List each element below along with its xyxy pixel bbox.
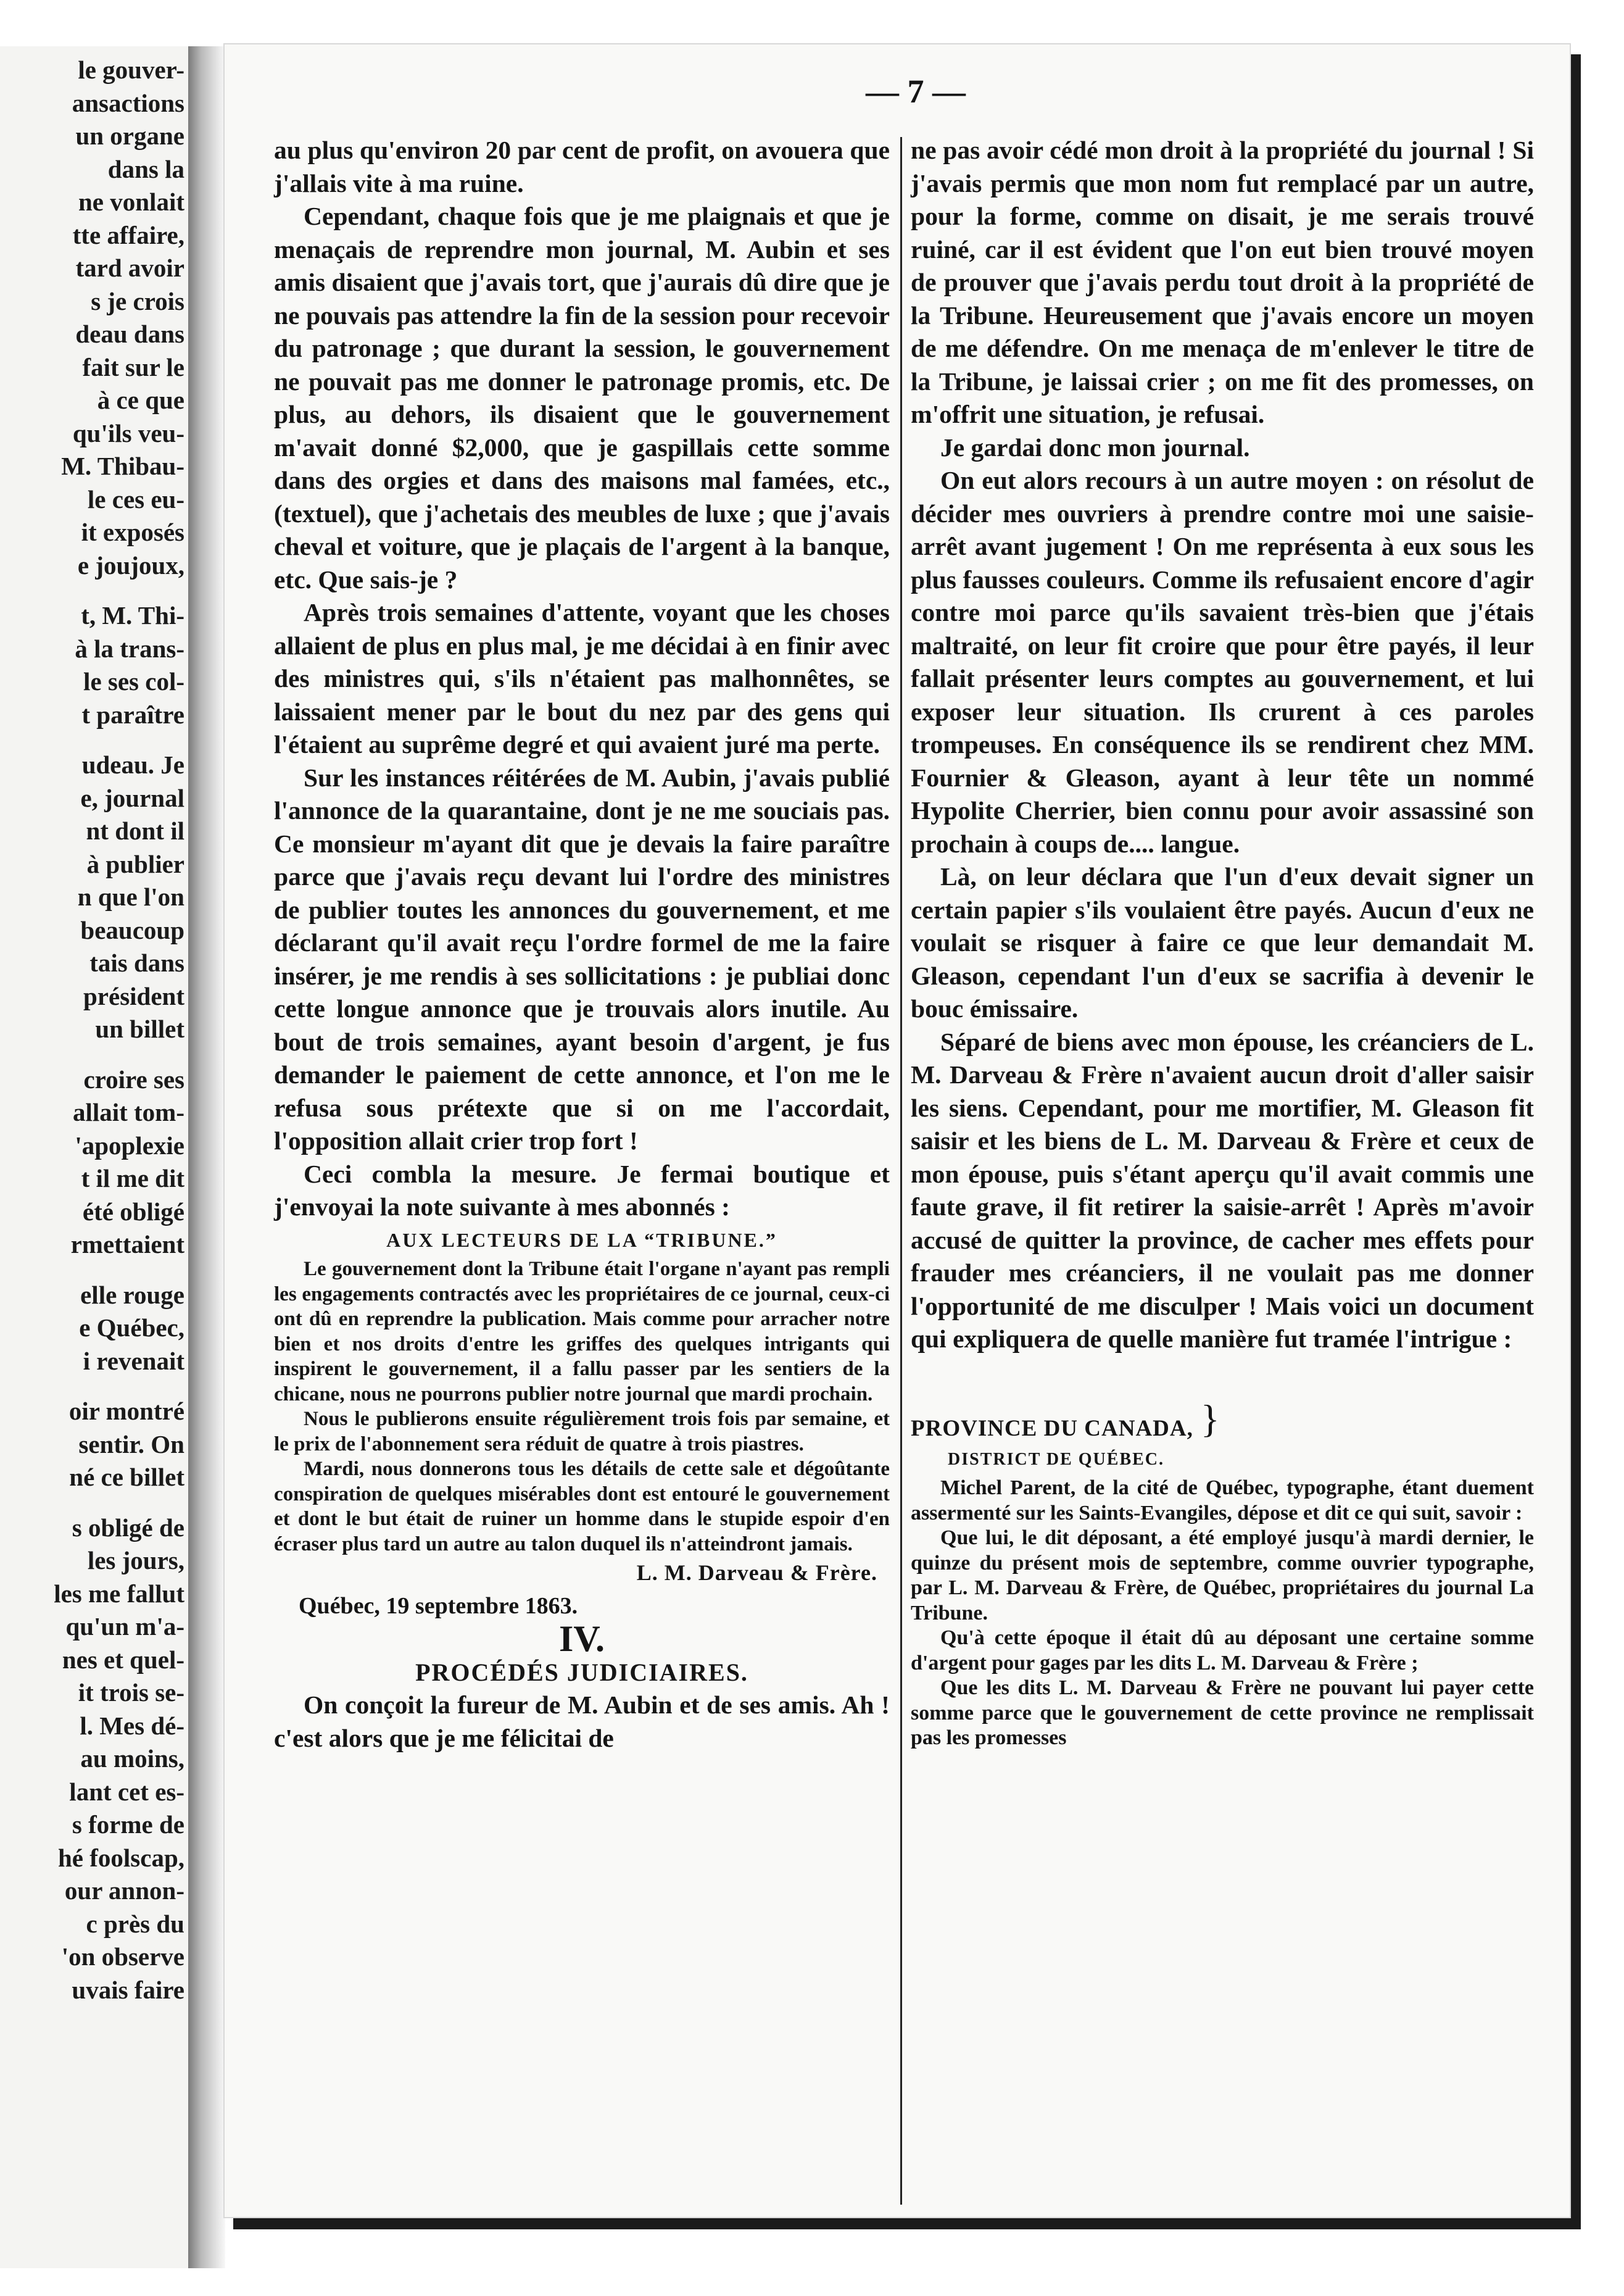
facing-page-line: s je crois xyxy=(91,286,184,315)
paragraph: Après trois semaines d'attente, voyant que les choses allaient de plus en plus mal, je me décidai à en finir avec des ministres qui, s'ils n'étaient pas malhonnêtes, se laissaient mener par le bout du nez par des gens qui l'étaient au suprême degré et qui avaient juré ma perte. xyxy=(274,598,890,759)
facing-page-fragment xyxy=(0,46,190,2268)
facing-page-line: les jours, xyxy=(87,1546,184,1574)
facing-page-line: it exposés xyxy=(81,518,184,546)
affidavit-district: DISTRICT DE QUÉBEC. xyxy=(948,1449,1165,1469)
facing-page-line: lant cet es- xyxy=(69,1777,184,1806)
facing-page-line: à publier xyxy=(86,849,184,878)
page xyxy=(223,43,1571,2218)
facing-page-line: le ces eu- xyxy=(87,485,184,514)
facing-page-line: ansactions xyxy=(72,88,184,117)
facing-page-line: le ses col- xyxy=(83,667,184,696)
facing-page-line: our annon- xyxy=(64,1876,184,1905)
section-title: PROCÉDÉS JUDICIAIRES. xyxy=(415,1658,748,1686)
paragraph: au plus qu'environ 20 par cent de profit, on avouera que j'allais vite à ma ruine. xyxy=(274,136,890,198)
paragraph: Je gardai donc mon journal. xyxy=(940,433,1250,462)
facing-page-line: à ce que xyxy=(97,386,184,414)
facing-page-line: un organe xyxy=(75,122,184,150)
notice-paragraph: Mardi, nous donnerons tous les détails de cette sale et dégoûtante conspiration de quelques misérables dont est entouré le gouvernement et dont le but était de ruiner un homme dans le stupide espoir d'en écraser plus tard un autre au talon duquel ils n'atteindront jamais. xyxy=(274,1458,890,1555)
facing-page-line: qu'ils veu- xyxy=(72,418,184,447)
facing-page-line: e, journal xyxy=(80,783,184,812)
facing-page-line: t il me dit xyxy=(81,1164,184,1192)
paragraph: On eut alors recours à un autre moyen : on résolut de décider mes ouvriers à prendre contre moi une saisie-arrêt avant jugement ! On me représenta à eux sous les plus fausses couleurs. Comme ils refusaient encore d'agir contre moi parce qu'ils savaient très-bien que j'étais maltraité, on leur fit croire que pour être payés, il leur fallait présenter leurs comptes au gouvernement, et lui exposer leur situation. Ils crurent à ces paroles trompeuses. En conséquence ils se rendirent chez MM. Fournier & Gleason, ayant à leur tête un nommé Hypolite Cherrier, bien connu pour avoir assassiné son prochain à coups de.... langue. xyxy=(911,466,1534,858)
facing-page-line: allait tom- xyxy=(72,1098,184,1126)
facing-page-line: 'apoplexie xyxy=(75,1131,184,1160)
facing-page-line: hé foolscap, xyxy=(58,1843,184,1872)
facing-page-line: au moins, xyxy=(80,1744,184,1773)
affidavit-paragraph: Michel Parent, de la cité de Québec, typographe, étant duement assermenté sur les Saints-Evangiles, dépose et dit ce qui suit, savoir : xyxy=(911,1476,1534,1524)
affidavit-paragraph: Qu'à cette époque il était dû au déposant une certaine somme d'argent pour gages par les dits L. M. Darveau & Frère ; xyxy=(911,1626,1534,1674)
facing-page-line: un billet xyxy=(95,1015,184,1043)
facing-page-line: e joujoux, xyxy=(77,551,184,580)
facing-page-line: 'on observe xyxy=(61,1942,184,1971)
book-gutter xyxy=(188,46,225,2268)
facing-page-line: tte affaire, xyxy=(72,220,184,249)
facing-page-line: s forme de xyxy=(72,1810,184,1839)
affidavit-paragraph: Que lui, le dit déposant, a été employé jusqu'à mardi dernier, le quinze du présent mois de septembre, comme ouvrier typographe, par L. M. Darveau & Frère, de Québec, propriétaires du journal La Tribune. xyxy=(911,1526,1534,1624)
section-number: IV. xyxy=(559,1618,605,1659)
facing-page-line: à la trans- xyxy=(75,634,184,663)
paragraph: Séparé de biens avec mon épouse, les créanciers de L. M. Darveau & Frère n'avaient aucun droit d'aller saisir les siens. Cependant, pour me mortifier, M. Gleason fit saisir et les biens de L. M. Darveau & Frère et ceux de mon épouse, puis s'étant aperçu qu'il avait commis une faute grave, il fit retirer la saisie-arrêt ! Après m'avoir accusé de quitter la province, de cacher mes effets pour frauder mes créanciers, il ne voulait pas me donner l'opportunité de me disculper ! Mais voici un document qui expliquera de quelle manière fut tramée l'intrigue : xyxy=(911,1027,1534,1353)
facing-page-line: deau dans xyxy=(75,320,184,348)
facing-page-line: nes et quel- xyxy=(62,1645,184,1674)
facing-page-line: été obligé xyxy=(82,1197,184,1226)
facing-page-line: c près du xyxy=(86,1909,184,1938)
paragraph: Sur les instances réitérées de M. Aubin, j'avais publié l'annonce de la quarantaine, dont je ne me souciais pas. Ce monsieur m'ayant dit que je devais la faire paraître parce que j'avais reçu devant lui l'ordre des ministres de publier toutes les annonces du gouvernement, et me déclarant qu'il avait reçu l'ordre formel de me la faire insérer, je me rendis à ses sollicitations : je publiai donc cette longue annonce que je trouvais alors inutile. Au bout de trois semaines, ayant besoin d'argent, je fus demander le paiement de cette annonce, et l'on me le refusa sous prétexte que si on me l'accordait, l'opposition allait crier trop fort ! xyxy=(274,763,890,1155)
facing-page-line: uvais faire xyxy=(72,1975,184,2004)
paragraph: Là, on leur déclara que l'un d'eux devait signer un certain papier s'ils voulaient être payés. Aucun d'eux ne voulait se risquer à faire ce que leur demandait M. Gleason, cependant l'un d'eux se sacrifia à devenir le bouc émissaire. xyxy=(911,862,1534,1023)
facing-page-line: qu'un m'a- xyxy=(65,1612,184,1641)
facing-page-line: it trois se- xyxy=(78,1678,184,1707)
facing-page-line: M. Thibau- xyxy=(61,452,184,480)
facing-page-line: l. Mes dé- xyxy=(80,1711,184,1740)
facing-page-line: croire ses xyxy=(83,1065,184,1094)
facing-page-line: n que l'on xyxy=(77,883,184,911)
facing-page-line: t, M. Thi- xyxy=(81,601,184,630)
facing-page-line: rmettaient xyxy=(70,1230,184,1258)
affidavit-province: PROVINCE DU CANADA, xyxy=(911,1415,1193,1441)
notice-paragraph: Nous le publierons ensuite régulièrement trois fois par semaine, et le prix de l'abonnement sera réduit de quatre à trois piastres. xyxy=(274,1408,890,1455)
facing-page-line: i revenait xyxy=(83,1346,184,1375)
paragraph: Ceci combla la mesure. Je fermai boutique et j'envoyai la note suivante à mes abonnés : xyxy=(274,1159,890,1221)
facing-page-line: le gouver- xyxy=(78,56,184,84)
facing-page-line: e Québec, xyxy=(79,1313,184,1342)
facing-page-line: sentir. On xyxy=(78,1429,184,1458)
facing-page-line: nt dont il xyxy=(86,817,184,845)
paragraph: On conçoit la fureur de M. Aubin et de ses amis. Ah ! c'est alors que je me félicitai de xyxy=(274,1691,890,1752)
page-number: — 7 — xyxy=(866,73,966,110)
facing-page-line: fait sur le xyxy=(82,352,184,381)
facing-page-line: dans la xyxy=(107,154,184,183)
facing-page-line: oir montré xyxy=(68,1397,184,1425)
paragraph: Cependant, chaque fois que je me plaignais et que je menaçais de reprendre mon journal, M. Aubin et ses amis disaient que j'avais tort, que j'aurais dû dire que je ne pouvais pas attendre la fin de la session pour recevoir du patronage ; que durant la session, le gouvernement ne pouvait pas me donner le patronage promis, etc. De plus, au dehors, ils disaient que le gouvernement m'avait donné $2,000, que je gaspillais cette somme dans des orgies et dans des maisons mal famées, etc., (textuel), que j'achetais des meubles de luxe ; que j'avais cheval et voiture, que je plaçais de l'argent à la banque, etc. Que sais-je ? xyxy=(274,202,890,594)
facing-page-line: président xyxy=(83,981,184,1010)
right-column xyxy=(911,134,1534,1751)
facing-page-line: ne vonlait xyxy=(78,188,184,216)
facing-page-line: tard avoir xyxy=(75,254,184,282)
facing-page-line: udeau. Je xyxy=(81,751,184,779)
notice-dateline: Québec, 19 septembre 1863. xyxy=(299,1592,578,1619)
facing-page-line: elle rouge xyxy=(80,1280,184,1309)
column-rule xyxy=(900,137,902,2205)
facing-page-line: s obligé de xyxy=(72,1513,184,1542)
scan-margin xyxy=(1581,0,1624,2296)
affidavit-heading xyxy=(911,1396,1534,1443)
notice-heading: AUX LECTEURS DE LA “TRIBUNE.” xyxy=(386,1228,777,1251)
affidavit-paragraph: Que les dits L. M. Darveau & Frère ne pouvant lui payer cette somme parce que le gouvernement de cette province ne remplissait pas les promesses xyxy=(911,1676,1534,1749)
facing-page-line: beaucoup xyxy=(80,915,184,944)
left-column xyxy=(274,134,890,1755)
notice-paragraph: Le gouvernement dont la Tribune était l'organe n'ayant pas rempli les engagements contractés avec les propriétaires de ce journal, ceux-ci ont dû en reprendre la publication. Mais comme pour arracher notre bien et nos droits d'entre les griffes des quelques intrigants qui inspirent le gouvernement, il a fallu passer par les sentiers de la chicane, nous ne pourrons publier notre journal que mardi prochain. xyxy=(274,1258,890,1405)
facing-page-line: t paraître xyxy=(81,700,184,729)
paragraph: ne pas avoir cédé mon droit à la propriété du journal ! Si j'avais permis que mon nom fut remplacé par un autre, pour la forme, comme on disait, je me serais trouvé ruiné, car il est évident que l'on eut bien trouvé moyen de prouver que j'avais perdu tout droit à la propriété de la Tribune. Heureusement que j'avais encore un moyen de me défendre. On me menaça de m'enlever le titre de la Tribune, je laissai crier ; on me fit des promesses, on m'offrit une situation, je refusai. xyxy=(911,136,1534,428)
brace-glyph: } xyxy=(1200,1396,1220,1441)
facing-page-line: né ce billet xyxy=(69,1463,184,1491)
notice-signature: L. M. Darveau & Frère. xyxy=(636,1560,877,1585)
facing-page-line: tais dans xyxy=(89,949,184,977)
facing-page-line: les me fallut xyxy=(54,1579,184,1608)
